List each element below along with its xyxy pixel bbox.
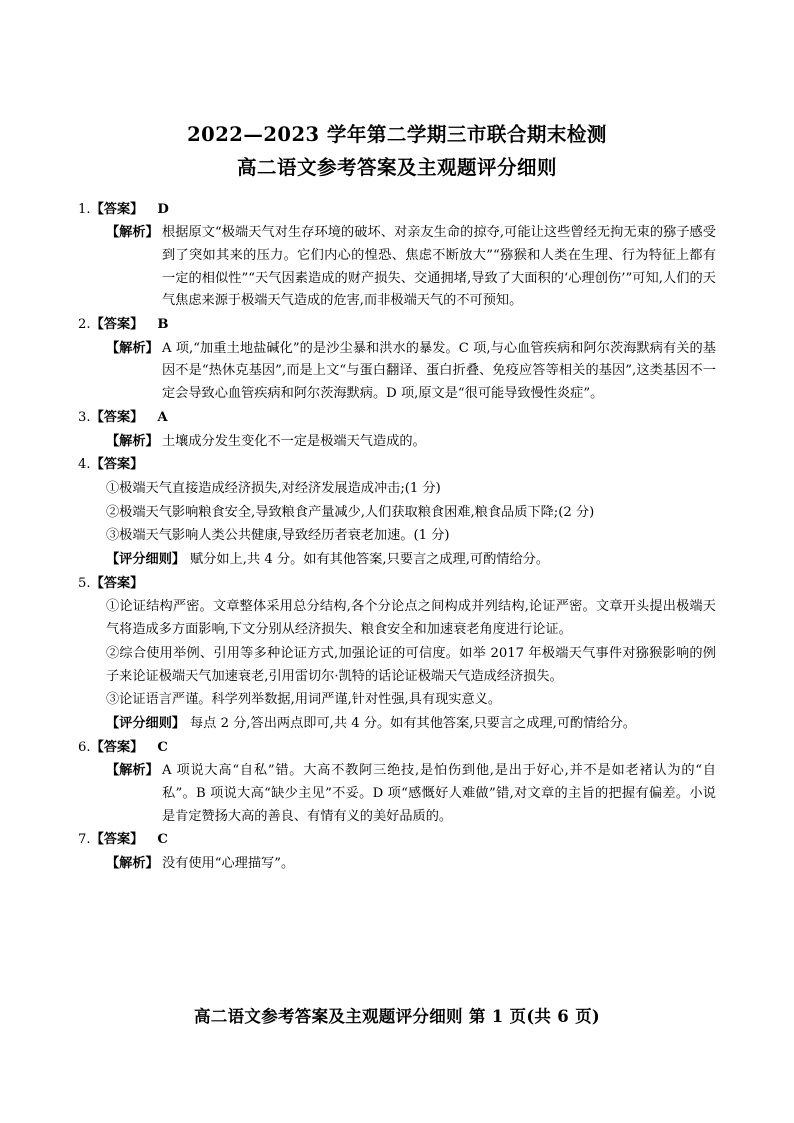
explanation-label: 【解析】 (106, 856, 159, 872)
explanation-text: 土壤成分发生变化不一定是极端天气造成的。 (162, 433, 426, 449)
rubric-row (78, 713, 716, 736)
answer-point: ②综合使用举例、引用等多种论证方式,加强论证的可信度。如举 2017 年极端天气事件对猕猴影响的例子来论证极端天气加速衰老,引用雷切尔·凯特的话论证极端天气造成经济损失。 (106, 645, 716, 684)
answer-label: 【答案】 (90, 739, 144, 755)
question-number: 1. (78, 201, 91, 217)
answer-label: 【答案】 (90, 409, 144, 425)
answer-row (78, 454, 716, 477)
explanation-label: 【解析】 (106, 763, 159, 779)
question-number: 5. (78, 575, 91, 591)
question-number: 2. (78, 317, 91, 333)
answer-row (78, 737, 716, 760)
explanation-row (78, 431, 716, 454)
explanation-label: 【解析】 (106, 433, 159, 449)
explanation-row (78, 338, 716, 406)
explanation-label: 【解析】 (106, 225, 159, 241)
question-number: 7. (78, 832, 91, 848)
answer-value: B (157, 317, 169, 333)
explanation-row (78, 222, 716, 313)
rubric-label: 【评分细则】 (106, 552, 186, 568)
answer-value: D (157, 201, 169, 217)
explanation-text: A 项,“加重土地盐碱化”的是沙尘暴和洪水的暴发。C 项,与心血管疾病和阿尔茨海默病有关的基因不是“热休克基因”,而是上文“与蛋白翻译、蛋白折叠、免疫应答等相关的基因”,这类基因不一定会导致心血管疾病和阿尔茨海默病。D 项,原文是“很可能导致慢性炎症”。 (162, 340, 716, 402)
answer-point: ③论证语言严谨。科学列举数据,用词严谨,针对性强,具有现实意义。 (106, 692, 502, 708)
answer-label: 【答案】 (90, 832, 144, 848)
exam-title-line-2: 高二语文参考答案及主观题评分细则 (236, 156, 557, 180)
answer-label: 【答案】 (90, 575, 144, 591)
exam-title-line-1: 2022—2023 学年第二学期三市联合期末检测 (187, 123, 607, 146)
question-block-2 (78, 314, 716, 406)
question-number: 4. (78, 457, 91, 473)
answer-point: ①论证结构严密。文章整体采用总分结构,各个分论点之间构成并列结构,论证严密。文章开头提出极端天气将造成多方面影响,下文分别从经济损失、粮食安全和加速衰老角度进行论证。 (106, 599, 716, 638)
question-number: 3. (78, 409, 91, 425)
rubric-text: 赋分如上,共 4 分。如有其他答案,只要言之成理,可酌情给分。 (190, 552, 550, 568)
explanation-text: 根据原文“极端天气对生存环境的破坏、对亲友生命的掠夺,可能让这些曾经无拘无束的猕子感受到了突如其来的压力。它们内心的惶恐、焦虑不断放大”“猕猴和人类在生理、行为特征上都有一定的相似性”“天气因素造成的财产损失、交通拥堵,导致了大面积的‘心理创伤’”可知,人们的天气焦虑来源于极端天气造成的危害,而非极端天气的不可预知。 (162, 225, 716, 309)
answer-row (78, 573, 716, 596)
answer-row (78, 314, 716, 337)
answer-value: C (157, 739, 168, 755)
question-block-1 (78, 199, 716, 314)
answer-row (78, 407, 716, 430)
answer-row (78, 829, 716, 852)
answer-point: ②极端天气影响粮食安全,导致粮食产量减少,人们获取粮食困难,粮食品质下降;(2 分) (106, 504, 595, 520)
explanation-row (78, 853, 716, 876)
explanation-text: A 项说大高“自私”错。大高不教阿三绝技,是怕伤到他,是出于好心,并不是如老褚认为的“自私”。B 项说大高“缺少主见”不妥。D 项“感慨好人难做”错,对文章的主旨的把握有偏差。小说是肯定赞扬大高的善良、有情有义的美好品质的。 (162, 763, 716, 824)
page-footer: 高二语文参考答案及主观题评分细则 第 1 页(共 6 页) (194, 1007, 600, 1026)
answer-row (78, 199, 716, 222)
answer-label: 【答案】 (90, 201, 144, 217)
explanation-text: 没有使用“心理描写”。 (162, 856, 295, 872)
answer-label: 【答案】 (90, 457, 144, 473)
question-block-7 (78, 829, 716, 875)
question-block-3 (78, 407, 716, 453)
answer-point: ①极端天气直接造成经济损失,对经济发展造成冲击;(1 分) (106, 480, 441, 496)
explanation-label: 【解析】 (106, 340, 159, 356)
explanation-row (78, 760, 716, 828)
rubric-label: 【评分细则】 (106, 715, 186, 731)
answer-point: ③极端天气影响人类公共健康,导致经历者衰老加速。(1 分) (106, 528, 450, 544)
question-number: 6. (78, 739, 91, 755)
rubric-text: 每点 2 分,答出两点即可,共 4 分。如有其他答案,只要言之成理,可酌情给分。 (190, 715, 636, 731)
question-block-5 (78, 573, 716, 736)
question-block-6 (78, 737, 716, 829)
answer-label: 【答案】 (90, 317, 144, 333)
answer-value: A (157, 409, 168, 425)
question-block-4 (78, 454, 716, 572)
rubric-row (78, 549, 716, 572)
answer-value: C (157, 832, 168, 848)
